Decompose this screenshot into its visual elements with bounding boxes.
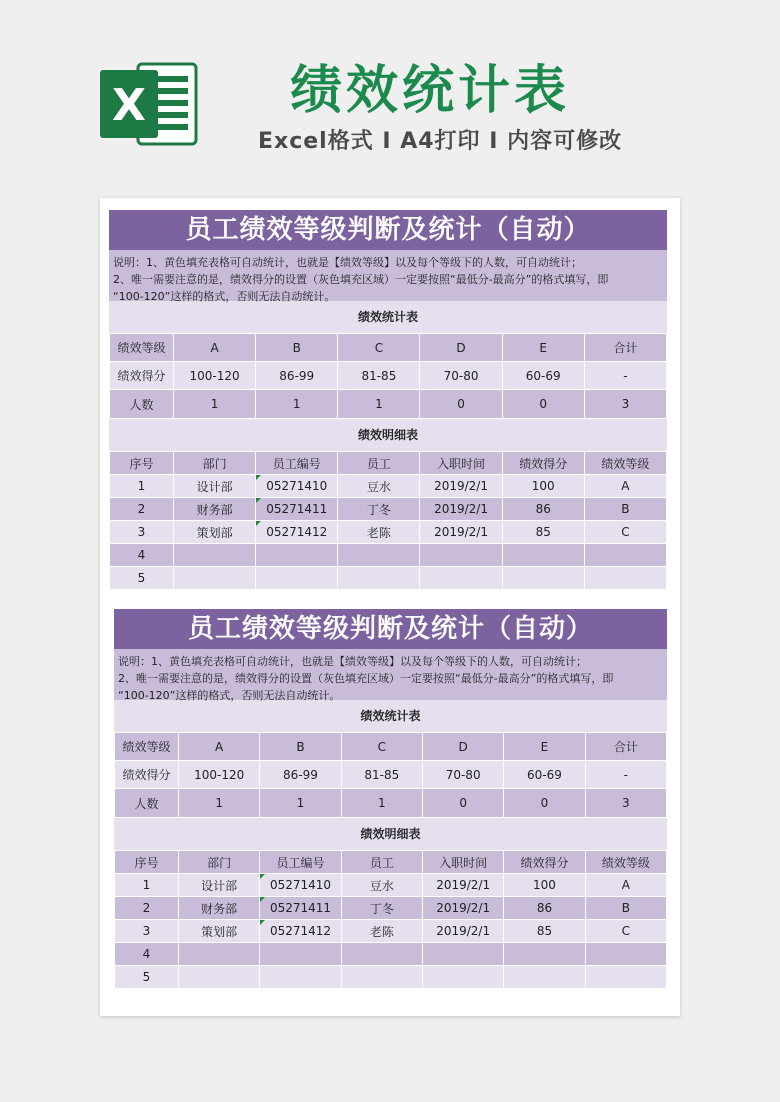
stat-cell[interactable]: 70-80 xyxy=(420,362,502,390)
table-cell[interactable]: 05271410 xyxy=(256,475,338,498)
table-cell[interactable]: 老陈 xyxy=(338,521,420,544)
column-header: 绩效等级 xyxy=(585,851,666,874)
stat-cell[interactable]: 0 xyxy=(504,789,585,818)
table-row xyxy=(110,567,667,590)
table-cell[interactable] xyxy=(260,943,341,966)
sheet-2 xyxy=(114,609,667,989)
detail-table xyxy=(114,850,667,989)
table-cell[interactable] xyxy=(422,943,503,966)
stat-table-title: 绩效统计表 xyxy=(109,301,667,333)
stat-cell[interactable]: 100-120 xyxy=(174,362,256,390)
table-row xyxy=(110,544,667,567)
table-cell[interactable]: 丁冬 xyxy=(341,897,422,920)
table-cell[interactable]: 2 xyxy=(110,498,174,521)
table-cell[interactable]: 财务部 xyxy=(174,498,256,521)
table-row xyxy=(115,920,667,943)
stat-cell[interactable]: 1 xyxy=(174,390,256,419)
table-row xyxy=(115,966,667,989)
stat-row xyxy=(115,733,667,761)
stat-cell[interactable]: 0 xyxy=(422,789,503,818)
table-cell[interactable] xyxy=(260,966,341,989)
table-row xyxy=(115,874,667,897)
table-cell[interactable]: 2019/2/1 xyxy=(420,475,502,498)
column-header: 绩效得分 xyxy=(502,452,584,475)
table-cell[interactable]: 2019/2/1 xyxy=(420,521,502,544)
column-header: 员工编号 xyxy=(256,452,338,475)
stat-cell[interactable]: C xyxy=(341,733,422,761)
table-cell[interactable]: 1 xyxy=(110,475,174,498)
table-cell[interactable] xyxy=(584,567,666,590)
column-header: 部门 xyxy=(174,452,256,475)
table-cell[interactable]: 策划部 xyxy=(179,920,260,943)
table-cell[interactable] xyxy=(422,966,503,989)
table-cell[interactable]: 豆水 xyxy=(341,874,422,897)
table-cell[interactable]: 85 xyxy=(504,920,585,943)
table-cell[interactable]: 丁冬 xyxy=(338,498,420,521)
stat-cell[interactable]: 1 xyxy=(260,789,341,818)
stat-cell[interactable]: - xyxy=(585,761,666,789)
stat-cell[interactable]: D xyxy=(420,334,502,362)
table-cell[interactable] xyxy=(341,943,422,966)
table-cell[interactable]: 5 xyxy=(110,567,174,590)
stat-cell[interactable]: B xyxy=(256,334,338,362)
stat-cell[interactable]: 70-80 xyxy=(422,761,503,789)
stat-cell[interactable]: B xyxy=(260,733,341,761)
table-cell[interactable]: B xyxy=(584,498,666,521)
table-cell[interactable]: 05271411 xyxy=(260,897,341,920)
stat-cell[interactable]: 60-69 xyxy=(504,761,585,789)
note-line: 说明：1、黄色填充表格可自动统计，也就是【绩效等级】以及每个等级下的人数，可自动统计； xyxy=(113,256,582,269)
table-cell[interactable] xyxy=(502,544,584,567)
table-cell[interactable] xyxy=(584,544,666,567)
sheet-1 xyxy=(109,210,667,590)
stat-cell[interactable]: 绩效得分 xyxy=(110,362,174,390)
stat-cell[interactable]: 人数 xyxy=(110,390,174,419)
table-cell[interactable]: 3 xyxy=(110,521,174,544)
sheet-title: 员工绩效等级判断及统计（自动） xyxy=(109,210,667,250)
table-cell[interactable]: 1 xyxy=(115,874,179,897)
table-cell[interactable]: 86 xyxy=(502,498,584,521)
stat-row xyxy=(110,362,667,390)
table-cell[interactable]: 财务部 xyxy=(179,897,260,920)
table-cell[interactable] xyxy=(420,567,502,590)
table-cell[interactable]: 4 xyxy=(115,943,179,966)
stat-cell[interactable]: 1 xyxy=(179,789,260,818)
column-header: 入职时间 xyxy=(420,452,502,475)
table-cell[interactable]: 豆水 xyxy=(338,475,420,498)
table-cell[interactable] xyxy=(585,943,666,966)
table-cell[interactable]: 设计部 xyxy=(174,475,256,498)
table-cell[interactable]: 2 xyxy=(115,897,179,920)
page-header xyxy=(0,0,780,200)
stat-cell[interactable]: D xyxy=(422,733,503,761)
table-cell[interactable] xyxy=(256,544,338,567)
table-row xyxy=(115,897,667,920)
stat-row xyxy=(115,761,667,789)
table-cell[interactable] xyxy=(504,943,585,966)
table-cell[interactable] xyxy=(179,966,260,989)
stat-cell[interactable]: 0 xyxy=(420,390,502,419)
stat-table xyxy=(109,333,667,419)
page-subtitle: Excel格式 Ⅰ A4打印 Ⅰ 内容可修改 xyxy=(258,129,623,154)
stat-row xyxy=(110,390,667,419)
column-header: 员工 xyxy=(341,851,422,874)
table-cell[interactable] xyxy=(174,567,256,590)
table-cell[interactable]: A xyxy=(585,874,666,897)
stat-cell[interactable]: 绩效等级 xyxy=(115,733,179,761)
table-cell[interactable]: 2019/2/1 xyxy=(422,874,503,897)
column-header: 部门 xyxy=(179,851,260,874)
stat-cell[interactable]: 绩效等级 xyxy=(110,334,174,362)
table-cell[interactable] xyxy=(338,544,420,567)
stat-cell[interactable]: A xyxy=(174,334,256,362)
table-cell[interactable]: C xyxy=(585,920,666,943)
table-row xyxy=(110,498,667,521)
stat-cell[interactable]: 人数 xyxy=(115,789,179,818)
table-cell[interactable]: 05271411 xyxy=(256,498,338,521)
stat-row xyxy=(115,789,667,818)
stat-cell[interactable]: 3 xyxy=(585,789,666,818)
column-header: 绩效等级 xyxy=(584,452,666,475)
stat-cell[interactable]: 81-85 xyxy=(338,362,420,390)
table-cell[interactable]: 2019/2/1 xyxy=(420,498,502,521)
detail-header-row xyxy=(115,851,667,874)
stat-cell[interactable]: 60-69 xyxy=(502,362,584,390)
stat-cell[interactable]: 0 xyxy=(502,390,584,419)
instructions-note xyxy=(114,649,667,700)
column-header: 序号 xyxy=(110,452,174,475)
stat-row xyxy=(110,334,667,362)
stat-cell[interactable]: 合计 xyxy=(585,733,666,761)
stat-cell[interactable]: E xyxy=(504,733,585,761)
table-cell[interactable]: 05271412 xyxy=(260,920,341,943)
excel-icon xyxy=(100,58,200,150)
stat-table-title: 绩效统计表 xyxy=(114,700,667,732)
table-row xyxy=(110,521,667,544)
table-cell[interactable] xyxy=(174,544,256,567)
detail-table xyxy=(109,451,667,590)
stat-cell[interactable]: 100-120 xyxy=(179,761,260,789)
stat-cell[interactable]: A xyxy=(179,733,260,761)
detail-table-title: 绩效明细表 xyxy=(109,419,667,451)
table-cell[interactable]: C xyxy=(584,521,666,544)
column-header: 员工 xyxy=(338,452,420,475)
stat-cell[interactable]: 绩效得分 xyxy=(115,761,179,789)
stat-cell[interactable]: 1 xyxy=(341,789,422,818)
table-cell[interactable]: 5 xyxy=(115,966,179,989)
column-header: 入职时间 xyxy=(422,851,503,874)
stat-cell[interactable]: C xyxy=(338,334,420,362)
table-cell[interactable]: 3 xyxy=(115,920,179,943)
table-row xyxy=(115,943,667,966)
stat-cell[interactable]: 1 xyxy=(256,390,338,419)
table-cell[interactable]: 85 xyxy=(502,521,584,544)
column-header: 员工编号 xyxy=(260,851,341,874)
table-cell[interactable]: 100 xyxy=(504,874,585,897)
page-title: 绩效统计表 xyxy=(290,61,571,121)
table-cell[interactable]: 100 xyxy=(502,475,584,498)
table-cell[interactable]: 策划部 xyxy=(174,521,256,544)
table-cell[interactable]: 设计部 xyxy=(179,874,260,897)
stat-cell[interactable]: 3 xyxy=(584,390,666,419)
table-cell[interactable] xyxy=(341,966,422,989)
stat-cell[interactable]: 合计 xyxy=(584,334,666,362)
table-cell[interactable] xyxy=(585,966,666,989)
instructions-note xyxy=(109,250,667,301)
note-line: “100-120”这样的格式，否则无法自动统计。 xyxy=(113,290,336,303)
stat-cell[interactable]: 86-99 xyxy=(256,362,338,390)
sheet-title: 员工绩效等级判断及统计（自动） xyxy=(114,609,667,649)
stat-cell[interactable]: - xyxy=(584,362,666,390)
stat-cell[interactable]: 81-85 xyxy=(341,761,422,789)
table-cell[interactable] xyxy=(504,966,585,989)
note-line: 2、唯一需要注意的是，绩效得分的设置（灰色填充区域）一定要按照“最低分-最高分”的格式填写，即 xyxy=(113,273,609,286)
table-cell[interactable]: 05271412 xyxy=(256,521,338,544)
table-cell[interactable] xyxy=(502,567,584,590)
note-line: 2、唯一需要注意的是，绩效得分的设置（灰色填充区域）一定要按照“最低分-最高分”的格式填写，即 xyxy=(118,672,614,685)
table-cell[interactable]: 2019/2/1 xyxy=(422,920,503,943)
detail-table-title: 绩效明细表 xyxy=(114,818,667,850)
table-row xyxy=(110,475,667,498)
table-cell[interactable]: 2019/2/1 xyxy=(422,897,503,920)
detail-header-row xyxy=(110,452,667,475)
excel-logo-letter: X xyxy=(112,80,146,131)
column-header: 绩效得分 xyxy=(504,851,585,874)
table-cell[interactable] xyxy=(338,567,420,590)
stat-cell[interactable]: 1 xyxy=(338,390,420,419)
note-line: 说明：1、黄色填充表格可自动统计，也就是【绩效等级】以及每个等级下的人数，可自动统计； xyxy=(118,655,587,668)
table-cell[interactable]: 86 xyxy=(504,897,585,920)
table-cell[interactable]: B xyxy=(585,897,666,920)
column-header: 序号 xyxy=(115,851,179,874)
table-cell[interactable]: A xyxy=(584,475,666,498)
table-cell[interactable] xyxy=(179,943,260,966)
stat-cell[interactable]: E xyxy=(502,334,584,362)
document-paper xyxy=(100,198,680,1016)
table-cell[interactable]: 老陈 xyxy=(341,920,422,943)
table-cell[interactable]: 05271410 xyxy=(260,874,341,897)
stat-table xyxy=(114,732,667,818)
note-line: “100-120”这样的格式，否则无法自动统计。 xyxy=(118,689,341,702)
table-cell[interactable] xyxy=(256,567,338,590)
stat-cell[interactable]: 86-99 xyxy=(260,761,341,789)
table-cell[interactable] xyxy=(420,544,502,567)
table-cell[interactable]: 4 xyxy=(110,544,174,567)
